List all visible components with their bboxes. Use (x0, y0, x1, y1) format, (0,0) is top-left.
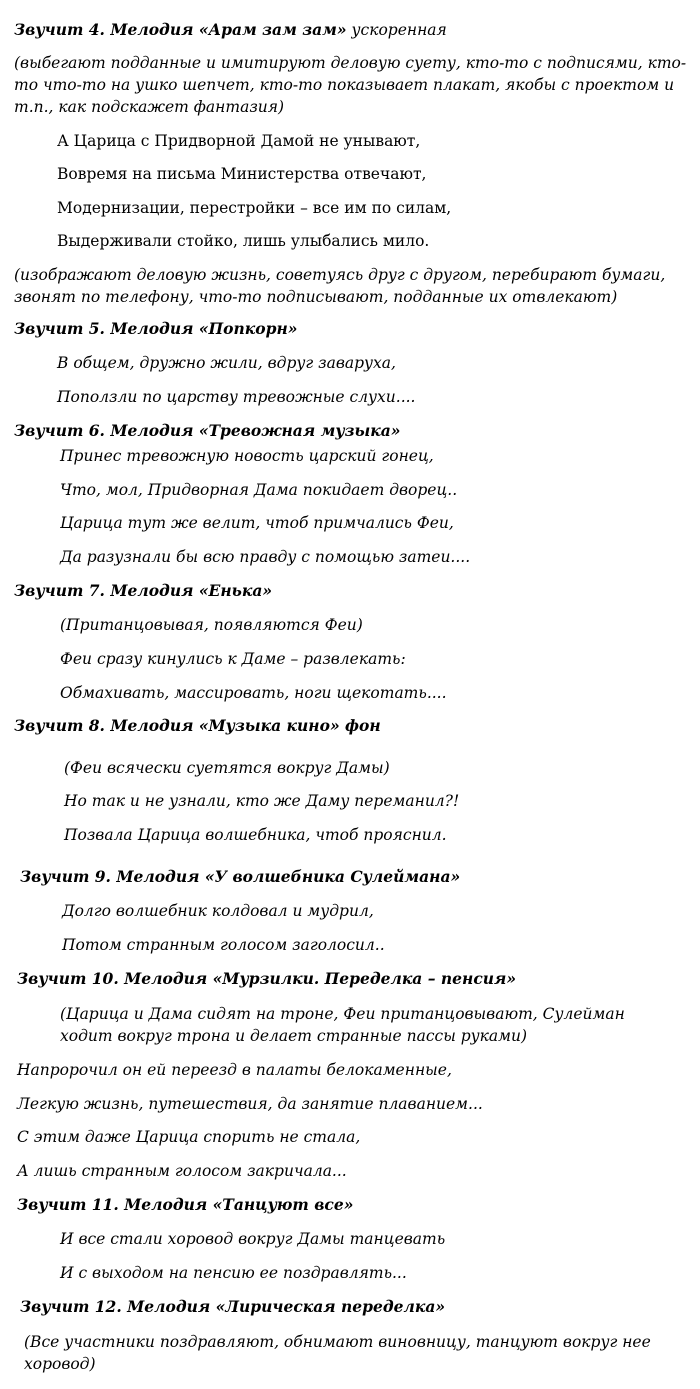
verse-line: Потом странным голосом заголосил.. (62, 936, 385, 954)
verse-line: Царица тут же велит, чтоб примчались Феи, (60, 514, 454, 532)
verse-line: А Царица с Придворной Дамой не унывают, (57, 132, 421, 150)
verse-line: И с выходом на пенсию ее поздравлять... (60, 1264, 407, 1282)
verse-line: Феи сразу кинулись к Даме – развлекать: (60, 650, 406, 668)
verse-line: Позвала Царица волшебника, чтоб прояснил. (64, 826, 447, 844)
verse-line: Да разузнали бы всю правду с помощью затеи.... (60, 548, 471, 566)
stage-direction-3-line-2: ходит вокруг трона и делает странные пассы руками) (60, 1027, 528, 1045)
stage-direction-2-line-1: (изображают деловую жизнь, советуясь друг с другом, перебирают бумаги, (14, 266, 666, 284)
verse-line: (Пританцовывая, появляются Феи) (60, 616, 363, 634)
melody-heading-6: Звучит 6. Мелодия «Тревожная музыка» (14, 421, 401, 440)
verse-line: С этим даже Царица спорить не стала, (17, 1128, 361, 1146)
verse-line: Но так и не узнали, кто же Даму переманил?! (64, 792, 460, 810)
verse-line: Долго волшебник колдовал и мудрил, (62, 902, 374, 920)
melody-heading-10: Звучит 10. Мелодия «Мурзилки. Переделка – пенсия» (17, 969, 517, 988)
verse-line: (Феи всячески суетятся вокруг Дамы) (64, 759, 390, 777)
verse-line: А лишь странным голосом закричала... (17, 1162, 347, 1180)
verse-line: Поползли по царству тревожные слухи.... (57, 388, 416, 406)
verse-line: Модернизации, перестройки – все им по силам, (57, 199, 452, 217)
stage-direction-1-line-2: то что-то на ушко шепчет, кто-то показывает плакат, якобы с проектом и (14, 76, 675, 94)
stage-direction-4-line-2: хоровод) (24, 1355, 96, 1373)
stage-direction-4-line-1: (Все участники поздравляют, обнимают виновницу, танцуют вокруг нее (24, 1333, 651, 1351)
melody-heading-11: Звучит 11. Мелодия «Танцуют все» (17, 1195, 354, 1214)
verse-line: Выдерживали стойко, лишь улыбались мило. (57, 232, 430, 250)
melody-heading-7: Звучит 7. Мелодия «Енька» (14, 581, 273, 600)
verse-line: Обмахивать, массировать, ноги щекотать.... (60, 684, 447, 702)
melody-heading-8: Звучит 8. Мелодия «Музыка кино» фон (14, 716, 381, 735)
stage-direction-1-line-1: (выбегают подданные и имитируют деловую суету, кто-то с подписями, кто- (14, 54, 687, 72)
melody-heading-4-suffix: ускоренная (346, 21, 447, 39)
verse-line: Принес тревожную новость царский гонец, (60, 447, 434, 465)
verse-line: В общем, дружно жили, вдруг заваруха, (57, 354, 396, 372)
stage-direction-1-line-3: т.п., как подскажет фантазия) (14, 98, 285, 116)
melody-heading-9: Звучит 9. Мелодия «У волшебника Сулеймана» (20, 867, 461, 886)
verse-line: Напророчил он ей переезд в палаты белокаменные, (17, 1061, 452, 1079)
stage-direction-2-line-2: звонят по телефону, что-то подписывают, подданные их отвлекают) (14, 288, 618, 306)
melody-heading-5: Звучит 5. Мелодия «Попкорн» (14, 319, 298, 338)
melody-heading-12: Звучит 12. Мелодия «Лирическая переделка» (20, 1297, 446, 1316)
stage-direction-3-line-1: (Царица и Дама сидят на троне, Феи пританцовывают, Сулейман (60, 1005, 625, 1023)
melody-heading-4-title: Звучит 4. Мелодия «Арам зам зам» (14, 20, 347, 39)
verse-line: Легкую жизнь, путешествия, да занятие плаванием... (17, 1095, 483, 1113)
melody-heading-4 (14, 19, 447, 41)
verse-line: И все стали хоровод вокруг Дамы танцевать (60, 1230, 446, 1248)
verse-line: Вовремя на письма Министерства отвечают, (57, 165, 427, 183)
verse-line: Что, мол, Придворная Дама покидает дворец.. (60, 481, 458, 499)
